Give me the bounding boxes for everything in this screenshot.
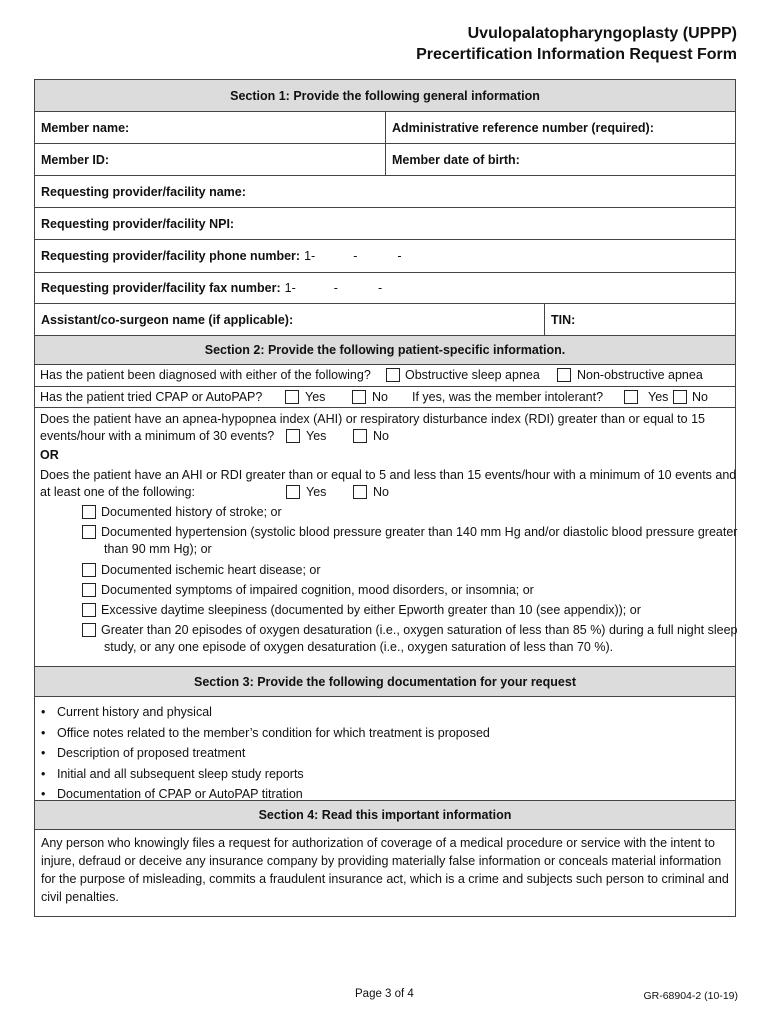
ahi1-no-checkbox[interactable] [353, 429, 367, 443]
criteria-desaturation-label-cont: study, or any one episode of oxygen desaturation (i.e., oxygen saturation of less than 70 %). [104, 640, 614, 654]
fax-dash: - [377, 281, 383, 295]
assistant-row [35, 304, 735, 336]
osa-checkbox[interactable] [386, 368, 400, 382]
ahi1-yes-label: Yes [306, 429, 327, 443]
page-number: Page 3 of 4 [355, 988, 414, 1000]
bullet: • [41, 705, 46, 719]
member-dob-field[interactable]: Member date of birth: [385, 144, 735, 175]
phone-dash: - [353, 249, 358, 263]
fraud-notice-line: Any person who knowingly files a request for authorization of coverage of a medical procedure or service with the intent to [41, 836, 715, 850]
assistant-field[interactable]: Assistant/co-surgeon name (if applicable): [41, 312, 294, 327]
ahi2-question-line2: at least one of the following: [40, 485, 195, 499]
member-name-row [35, 112, 735, 144]
diagnosed-row [35, 365, 735, 387]
doc-item [41, 723, 490, 744]
section3-heading: Section 3: Provide the following documentation for your request [35, 667, 735, 697]
member-name-field[interactable]: Member name: [41, 120, 130, 135]
fraud-notice-line: for the purpose of misleading, commits a fraudulent insurance act, which is a crime and subjects such person to criminal and [41, 872, 729, 886]
doc-item [41, 702, 490, 723]
cpap-yes-checkbox[interactable] [285, 390, 299, 404]
phone-prefix: 1- [304, 249, 316, 263]
intolerant-no-label: No [692, 390, 708, 404]
ahi2-yes-checkbox[interactable] [286, 485, 300, 499]
doc-item-label: Office notes related to the member’s condition for which treatment is proposed [57, 725, 490, 740]
intolerant-yes-checkbox[interactable] [624, 390, 638, 404]
doc-item [41, 743, 490, 764]
section2-heading: Section 2: Provide the following patient-specific information. [35, 336, 735, 365]
criteria-hypertension-checkbox[interactable] [82, 525, 96, 539]
osa-label: Obstructive sleep apnea [405, 368, 540, 382]
provider-fax-label: Requesting provider/facility fax number: [41, 281, 281, 295]
section1-heading: Section 1: Provide the following general information [35, 80, 735, 112]
ahi2-no-checkbox[interactable] [353, 485, 367, 499]
criteria-cognition-checkbox[interactable] [82, 583, 96, 597]
member-id-field[interactable]: Member ID: [41, 152, 110, 167]
provider-fax-field[interactable] [35, 273, 735, 304]
or-separator: OR [40, 448, 59, 462]
cpap-no-label: No [372, 390, 388, 404]
admin-ref-field[interactable]: Administrative reference number (required): [385, 112, 735, 143]
criteria-hypertension-label-cont: than 90 mm Hg); or [104, 542, 212, 556]
form-title: Uvulopalatopharyngoplasty (UPPP) [467, 25, 737, 42]
provider-npi-field[interactable]: Requesting provider/facility NPI: [35, 208, 735, 240]
cpap-row [35, 387, 735, 408]
provider-name-field[interactable]: Requesting provider/facility name: [35, 176, 735, 208]
criteria-hypertension-label: Documented hypertension (systolic blood pressure greater than 140 mm Hg and/or diastolic blood pressure greater [101, 525, 738, 539]
form-subtitle: Precertification Information Request Form [416, 46, 737, 63]
criteria-sleepiness-label: Excessive daytime sleepiness (documented by either Epworth greater than 10 (see appendix)); or [101, 603, 641, 617]
ahi1-question-line1: Does the patient have an apnea-hypopnea index (AHI) or respiratory disturbance index (RDI) greater than or equal to 15 [40, 412, 705, 426]
fraud-notice-line: civil penalties. [41, 890, 119, 904]
bullet: • [41, 746, 46, 760]
doc-item-label: Description of proposed treatment [57, 746, 246, 760]
ahi-block [35, 408, 738, 667]
ahi2-question-line1: Does the patient have an AHI or RDI greater than or equal to 5 and less than 15 events/hour with a minimum of 10 events and [40, 468, 737, 482]
doc-item-label: Current history and physical [57, 705, 212, 719]
criteria-heart-label: Documented ischemic heart disease; or [101, 563, 321, 577]
bullet: • [41, 766, 46, 781]
ahi2-no-label: No [373, 485, 389, 499]
ahi1-yes-checkbox[interactable] [286, 429, 300, 443]
criteria-sleepiness-checkbox[interactable] [82, 603, 96, 617]
fraud-notice [35, 830, 735, 916]
doc-item [41, 764, 490, 785]
criteria-desaturation-label: Greater than 20 episodes of oxygen desaturation (i.e., oxygen saturation of less than 85 %) during a full night sleep [101, 623, 738, 637]
cpap-yes-label: Yes [305, 390, 326, 404]
nonosa-checkbox[interactable] [557, 368, 571, 382]
fax-dash: - [333, 281, 338, 295]
doc-item-label: Documentation of CPAP or AutoPAP titration [57, 787, 303, 801]
provider-phone-label: Requesting provider/facility phone number: [41, 249, 301, 263]
intolerant-yes-label: Yes [648, 390, 669, 404]
cpap-no-checkbox[interactable] [352, 390, 366, 404]
section4-heading: Section 4: Read this important information [35, 801, 735, 830]
documentation-list [35, 697, 735, 801]
intolerant-no-checkbox[interactable] [673, 390, 687, 404]
doc-item-label: Initial and all subsequent sleep study reports [57, 766, 304, 781]
criteria-stroke-label: Documented history of stroke; or [101, 505, 282, 519]
fax-prefix: 1- [284, 281, 296, 295]
diagnosed-question: Has the patient been diagnosed with either of the following? [40, 368, 371, 382]
cpap-question: Has the patient tried CPAP or AutoPAP? [40, 390, 263, 404]
fraud-notice-line: injure, defraud or deceive any insurance company by providing materially false information or conceals material information [41, 854, 722, 868]
bullet: • [41, 787, 46, 801]
form-id: GR-68904-2 (10-19) [643, 990, 738, 1002]
nonosa-label: Non-obstructive apnea [577, 368, 703, 382]
intolerant-question: If yes, was the member intolerant? [412, 390, 604, 404]
tin-field[interactable]: TIN: [544, 304, 735, 335]
criteria-desaturation-checkbox[interactable] [82, 623, 96, 637]
criteria-heart-checkbox[interactable] [82, 563, 96, 577]
criteria-cognition-label: Documented symptoms of impaired cognition, mood disorders, or insomnia; or [101, 583, 534, 597]
ahi1-question-line2: events/hour with a minimum of 30 events? [40, 429, 275, 443]
ahi1-no-label: No [373, 429, 389, 443]
ahi2-yes-label: Yes [306, 485, 327, 499]
provider-phone-field[interactable] [35, 240, 735, 273]
phone-dash: - [397, 249, 402, 263]
member-id-row [35, 144, 735, 176]
criteria-stroke-checkbox[interactable] [82, 505, 96, 519]
bullet: • [41, 725, 46, 740]
precert-form [34, 79, 736, 917]
